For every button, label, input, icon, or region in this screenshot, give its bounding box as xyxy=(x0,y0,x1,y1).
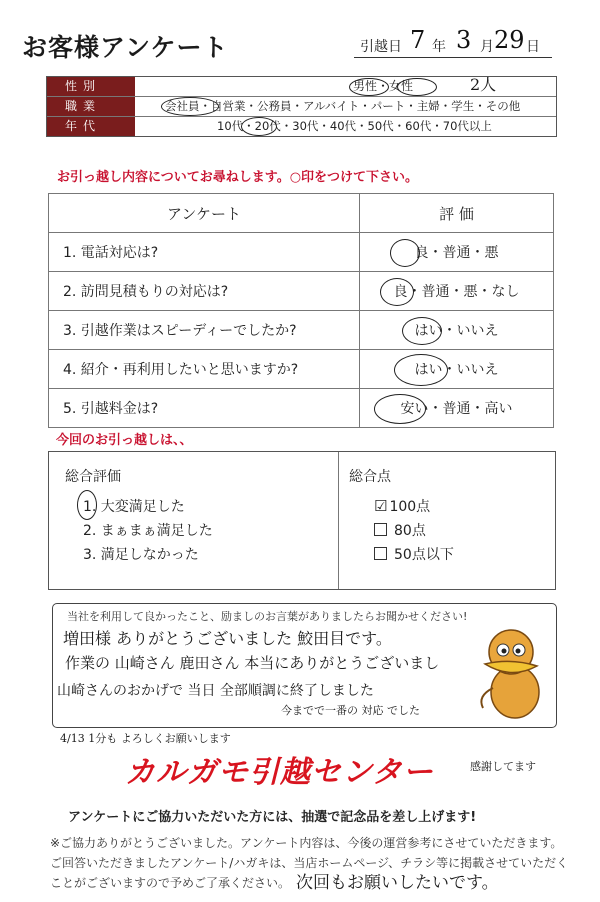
table-row xyxy=(49,272,554,311)
circle-mark xyxy=(394,354,448,386)
circle-mark xyxy=(161,97,219,116)
circle-mark xyxy=(241,117,277,136)
day-unit: 日 xyxy=(526,39,540,55)
eval-option: 2. まぁまぁ満足した xyxy=(83,523,213,539)
circle-mark xyxy=(402,317,442,345)
handwritten-message-line: 山崎さんのおかげで 当日 全部順調に終了しました xyxy=(57,683,374,699)
lottery-notice: アンケートにご協力いただいた方には、抽選で記念品を差し上げます! xyxy=(68,810,477,825)
score-label: 80点 xyxy=(394,523,426,539)
survey-instruction: お引っ越し内容についてお尋ねします。○印をつけて下さい。 xyxy=(57,170,419,185)
score-label: 100点 xyxy=(389,499,431,515)
info-label: 職業 xyxy=(47,97,135,116)
table-row xyxy=(49,311,554,350)
eval-option: 3. 満足しなかった xyxy=(83,547,199,563)
message-prompt: 当社を利用して良かったこと、励ましのお言葉がありましたらお聞かせください! xyxy=(67,610,468,623)
rating-options: はい・いいえ xyxy=(414,362,499,378)
circle-mark xyxy=(380,278,414,306)
rating-options: 良・普通・悪 xyxy=(414,245,499,261)
rating-options: 良・普通・悪・なし xyxy=(393,284,520,300)
info-label: 性別 xyxy=(47,77,135,96)
rating-cell xyxy=(360,233,554,272)
table-row xyxy=(49,389,554,428)
info-row-gender xyxy=(47,77,556,97)
year-unit: 年 xyxy=(432,39,446,55)
age-options: 10代・20代・30代・40代・50代・60代・70代以上 xyxy=(217,119,492,133)
info-value xyxy=(135,97,556,116)
rating-cell xyxy=(360,389,554,428)
info-value xyxy=(135,117,556,136)
score-option xyxy=(374,544,454,564)
info-label: 年代 xyxy=(47,117,135,136)
rating-cell xyxy=(360,272,554,311)
gender-options: 男性・女性 xyxy=(353,79,414,93)
date-underline xyxy=(354,57,552,58)
rating-options: はい・いいえ xyxy=(414,323,499,339)
circle-mark xyxy=(397,78,437,96)
handwritten-message-line: 増田様 ありがとうございました 鮫田目です。 xyxy=(63,629,392,648)
circle-mark xyxy=(390,239,420,267)
question-text: 4. 紹介・再利用したいと思いますか? xyxy=(49,350,360,389)
date-day: 29 xyxy=(494,26,525,54)
score-option xyxy=(374,496,430,516)
overall-box xyxy=(48,451,556,590)
date-year: 7 xyxy=(410,26,426,54)
date-label: 引越日 xyxy=(360,39,402,55)
circle-mark xyxy=(349,78,389,96)
footer-line: ことがございますので予めご了承ください。 xyxy=(50,876,291,890)
circle-mark xyxy=(77,490,97,520)
checkbox xyxy=(374,523,387,536)
footer-line: ご回答いただきましたアンケート/ハガキは、当店ホームページ、チラシ等に掲載させていただく xyxy=(50,856,569,870)
header-question: アンケート xyxy=(49,194,360,233)
question-text: 3. 引越作業はスピーディーでしたか? xyxy=(49,311,360,350)
page-title: お客様アンケート xyxy=(22,33,229,62)
question-text: 2. 訪問見積もりの対応は? xyxy=(49,272,360,311)
info-row-occupation xyxy=(47,97,556,117)
footer-line: ※ご協力ありがとうございました。アンケート内容は、今後の運営参考にさせていただきます。 xyxy=(50,836,563,850)
duck-mascot-icon xyxy=(471,622,547,722)
handwritten-message-line: 今までで一番の 対応 でした xyxy=(281,704,420,717)
message-box xyxy=(52,603,557,728)
respondent-info-table xyxy=(46,76,557,137)
score-label: 50点以下 xyxy=(394,547,454,563)
info-value xyxy=(135,77,556,96)
handwritten-note: 4/13 1分も よろしくお願いします xyxy=(60,732,231,745)
divider xyxy=(338,452,339,589)
score-title: 総合点 xyxy=(349,469,391,485)
table-header-row xyxy=(49,194,554,233)
survey-table xyxy=(48,193,554,428)
checkbox-checked: ☑ xyxy=(374,497,388,515)
rating-cell xyxy=(360,311,554,350)
question-text: 5. 引越料金は? xyxy=(49,389,360,428)
company-logo: カルガモ引越センター xyxy=(125,755,434,790)
handwritten-message-line: 作業の 山崎さん 鹿田さん 本当にありがとうございまし xyxy=(65,654,440,672)
move-date xyxy=(352,28,552,58)
eval-title: 総合評価 xyxy=(65,469,121,485)
table-row xyxy=(49,350,554,389)
handwritten-footer-note: 次回もお願いしたいです。 xyxy=(296,873,499,893)
table-row xyxy=(49,233,554,272)
eval-option: 1. 大変満足した xyxy=(83,499,185,515)
info-row-age xyxy=(47,117,556,136)
overall-title: 今回のお引っ越しは、、 xyxy=(56,433,193,448)
rating-options: 安い・普通・高い xyxy=(400,401,513,417)
occupation-options: 会社員・自営業・公務員・アルバイト・パート・主婦・学生・その他 xyxy=(165,99,521,113)
handwritten-count: 2人 xyxy=(470,75,497,94)
handwritten-thanks: 感謝してます xyxy=(470,760,536,773)
month-unit: 月 xyxy=(480,39,494,55)
rating-cell xyxy=(360,350,554,389)
checkbox xyxy=(374,547,387,560)
header-rating: 評 価 xyxy=(360,194,554,233)
date-month: 3 xyxy=(456,26,472,54)
score-option xyxy=(374,520,426,540)
question-text: 1. 電話対応は? xyxy=(49,233,360,272)
circle-mark xyxy=(374,394,426,424)
